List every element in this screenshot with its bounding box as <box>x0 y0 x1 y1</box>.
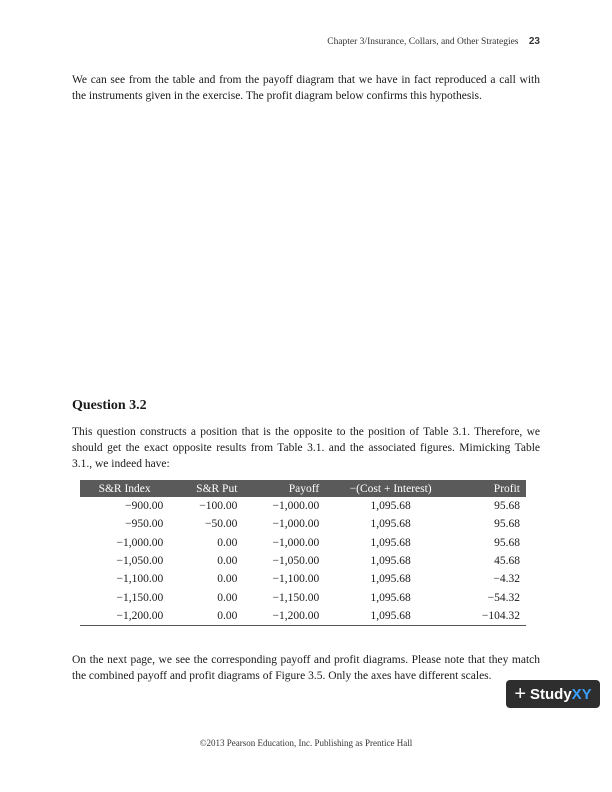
cell-sr-put: −100.00 <box>199 500 238 513</box>
cell-cost-interest: 1,095.68 <box>370 555 411 568</box>
cell-sr-index: −1,200.00 <box>80 607 169 626</box>
col-header-payoff: Payoff <box>243 480 325 497</box>
table-row <box>80 552 526 570</box>
cell-profit: 95.68 <box>494 536 520 549</box>
table-row <box>80 497 526 515</box>
cell-sr-index: −1,000.00 <box>116 536 164 549</box>
cell-payoff: −1,200.00 <box>243 607 325 626</box>
cell-sr-put: 0.00 <box>217 573 238 586</box>
cell-sr-put: 0.00 <box>169 607 243 626</box>
table-row <box>80 515 526 533</box>
cell-profit: −104.32 <box>456 607 526 626</box>
table-row <box>80 570 526 588</box>
cell-profit: 45.68 <box>494 555 520 568</box>
cell-sr-put: 0.00 <box>217 591 238 604</box>
studyxy-badge[interactable] <box>506 680 600 708</box>
cell-payoff: −1,150.00 <box>272 591 320 604</box>
cell-cost-interest: 1,095.68 <box>325 607 456 626</box>
col-header-cost-interest: −(Cost + Interest) <box>325 480 456 497</box>
col-header-sr-put: S&R Put <box>169 480 243 497</box>
cell-cost-interest: 1,095.68 <box>370 518 411 531</box>
badge-prefix: Study <box>530 685 572 703</box>
cell-profit: −54.32 <box>487 591 520 604</box>
running-header <box>327 36 540 47</box>
table-header-row <box>80 480 526 497</box>
intro-paragraph: We can see from the table and from the payoff diagram that we have in fact reproduced a call with the instruments given in the exercise. The profit diagram below confirms this hypothesis. <box>72 74 540 102</box>
cell-profit: −4.32 <box>493 573 520 586</box>
col-header-profit: Profit <box>456 480 526 497</box>
table-row <box>80 534 526 552</box>
cell-cost-interest: 1,095.68 <box>370 573 411 586</box>
table-row <box>80 588 526 606</box>
table-row <box>80 607 526 626</box>
payoff-table <box>80 480 526 626</box>
cell-profit: 95.68 <box>494 518 520 531</box>
question-paragraph: This question constructs a position that is the opposite to the position of Table 3.1. Therefore, we should get the exact opposite results from Table 3.1. and the associated figures. Mimicking Table 3.1., we indeed have: <box>72 426 540 470</box>
copyright-footer: ©2013 Pearson Education, Inc. Publishing as Prentice Hall <box>199 738 413 748</box>
chapter-title: Chapter 3/Insurance, Collars, and Other Strategies <box>327 37 519 47</box>
cell-cost-interest: 1,095.68 <box>370 536 411 549</box>
cell-cost-interest: 1,095.68 <box>370 500 411 513</box>
cell-sr-put: 0.00 <box>217 536 238 549</box>
cell-payoff: −1,100.00 <box>272 573 320 586</box>
cell-sr-put: 0.00 <box>217 555 238 568</box>
closing-paragraph: On the next page, we see the corresponding payoff and profit diagrams. Please note that they match the combined payoff and profit diagrams of Figure 3.5. Only the axes have different scales. <box>72 654 540 682</box>
question-title: Question 3.2 <box>72 398 147 413</box>
badge-accent: XY <box>571 685 592 703</box>
cell-payoff: −1,050.00 <box>272 555 320 568</box>
cell-sr-index: −950.00 <box>125 518 164 531</box>
col-header-sr-index: S&R Index <box>80 480 169 497</box>
plus-icon: + <box>514 683 526 705</box>
cell-sr-index: −1,100.00 <box>116 573 164 586</box>
cell-cost-interest: 1,095.68 <box>370 591 411 604</box>
cell-payoff: −1,000.00 <box>272 536 320 549</box>
cell-sr-index: −1,050.00 <box>116 555 164 568</box>
cell-payoff: −1,000.00 <box>272 500 320 513</box>
cell-sr-index: −900.00 <box>125 500 164 513</box>
cell-profit: 95.68 <box>494 500 520 513</box>
page-number: 23 <box>528 36 540 47</box>
cell-sr-put: −50.00 <box>205 518 238 531</box>
cell-payoff: −1,000.00 <box>272 518 320 531</box>
cell-sr-index: −1,150.00 <box>116 591 164 604</box>
